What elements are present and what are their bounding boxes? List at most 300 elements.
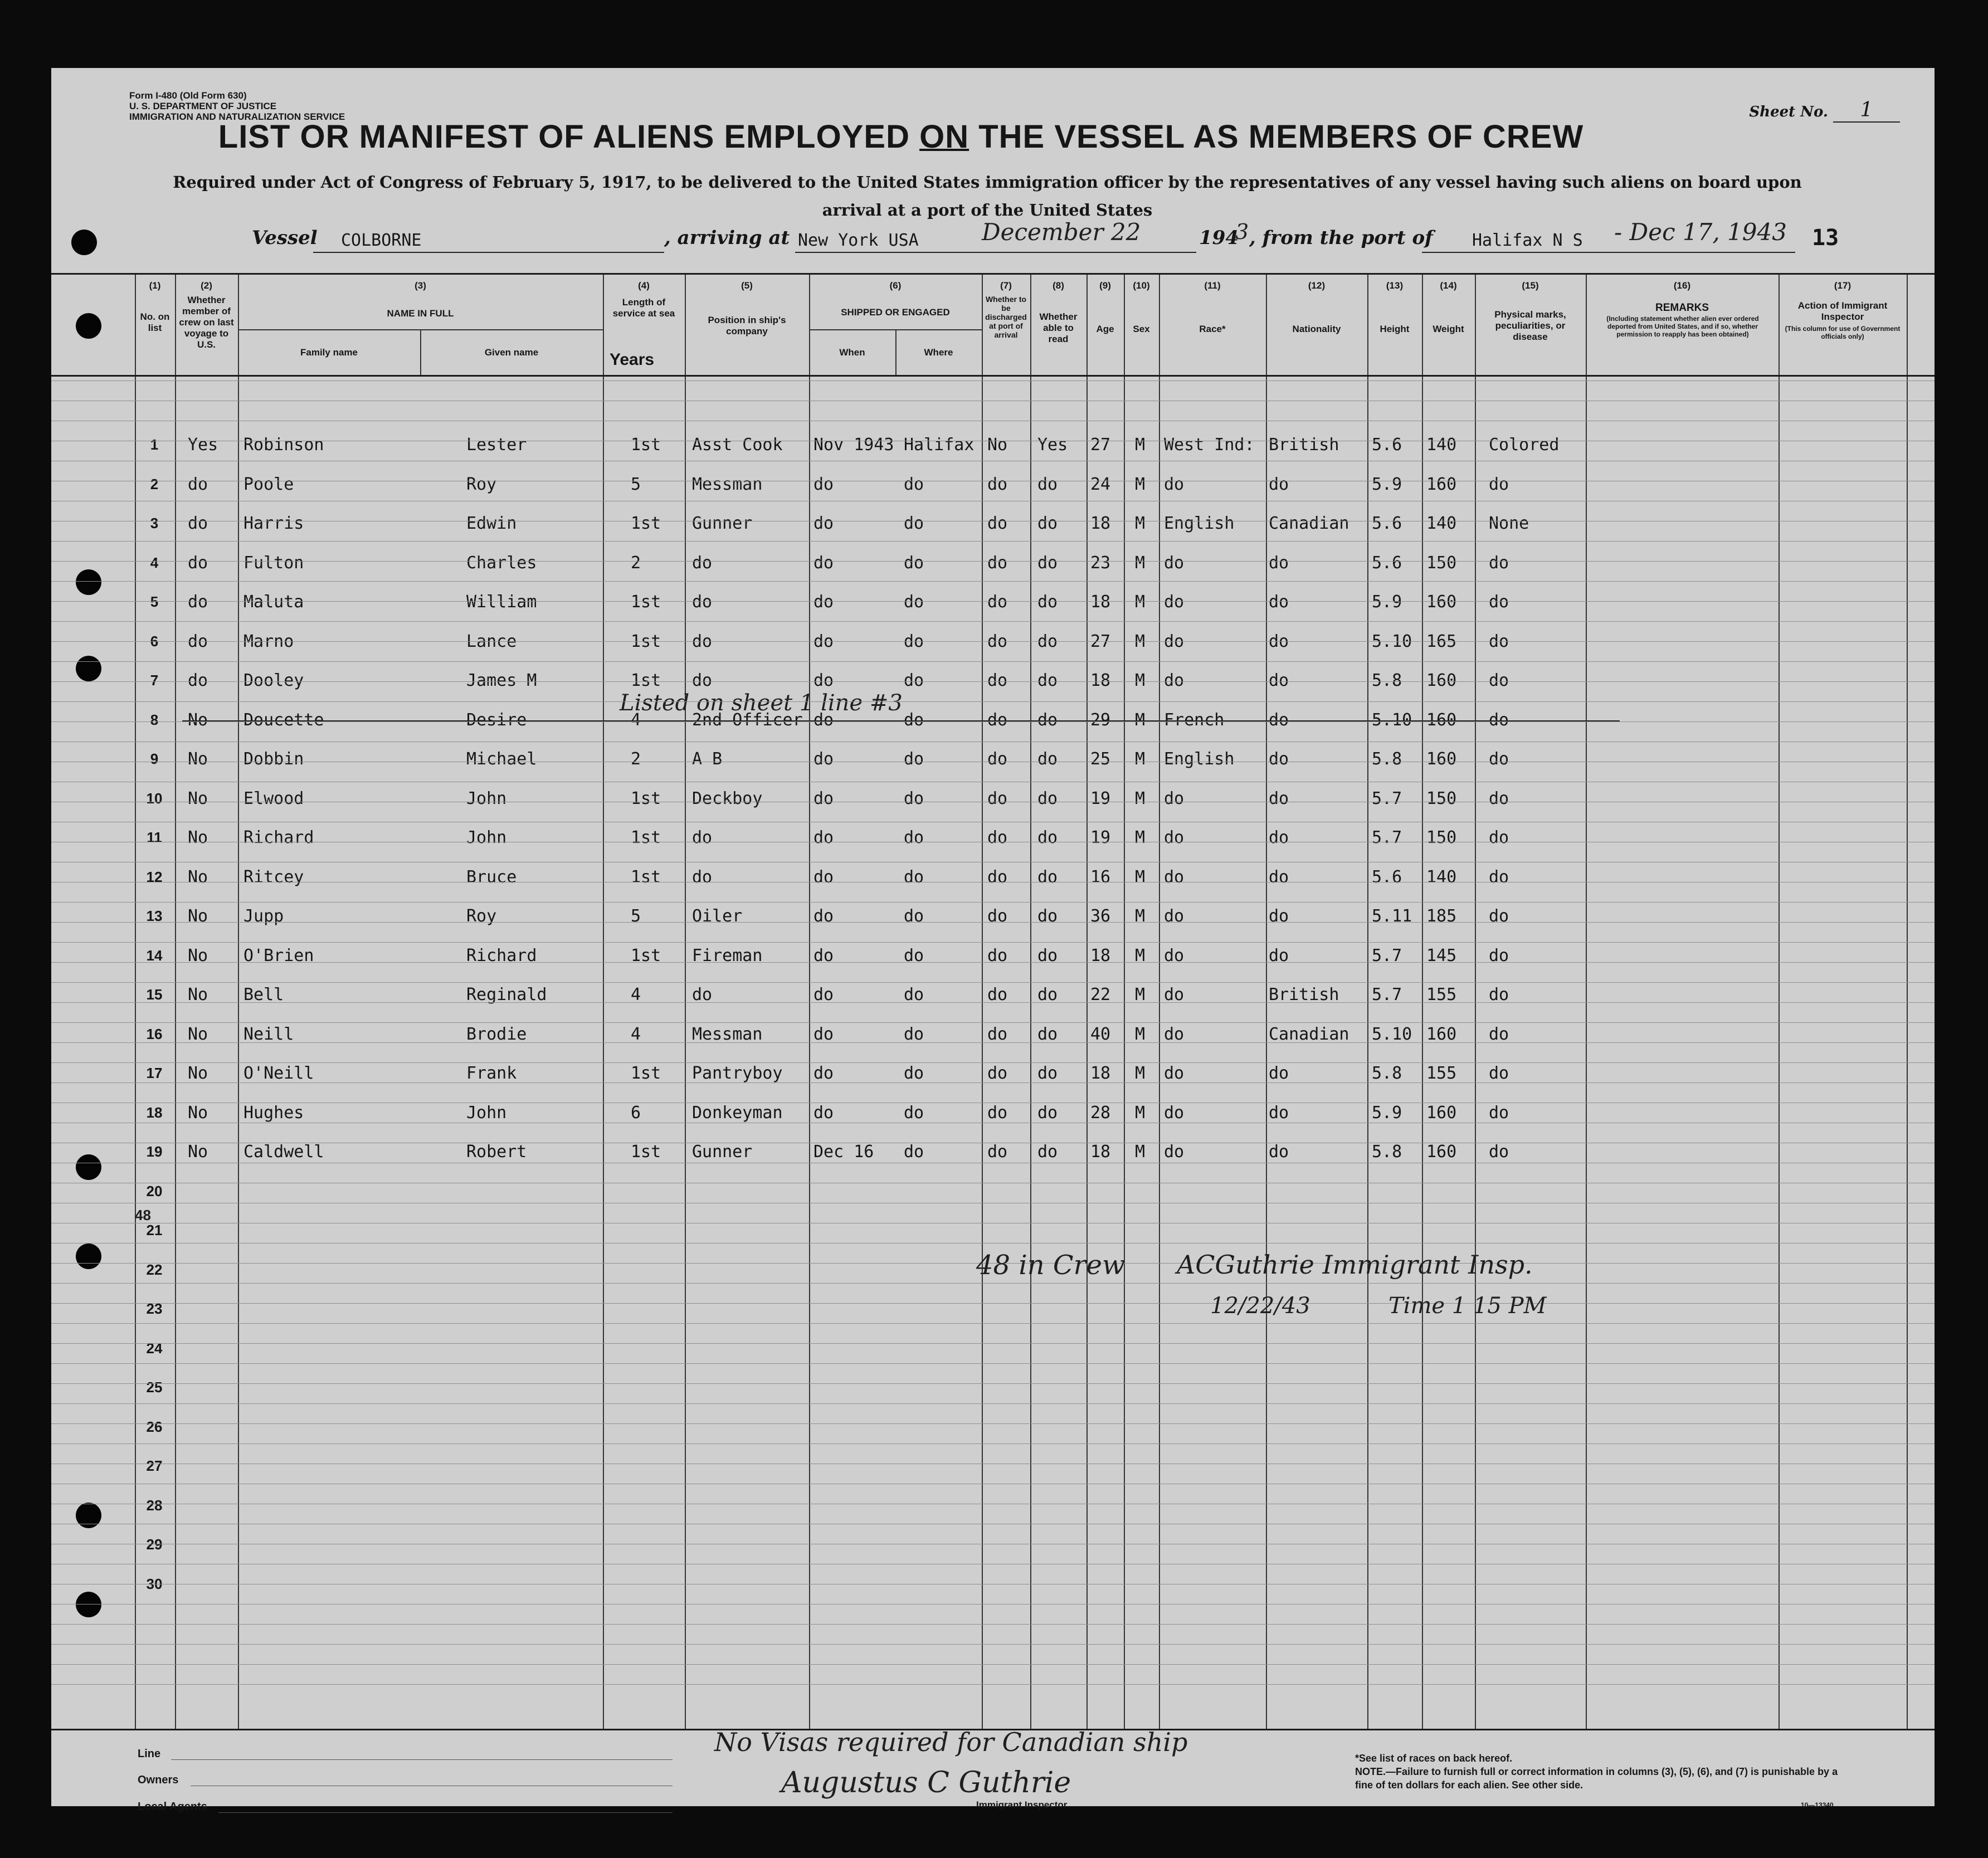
cell-read: do (1037, 474, 1058, 494)
form-identifier (129, 90, 345, 122)
cell-given: Edwin (466, 514, 517, 533)
line-number: 8 (150, 711, 159, 728)
empty-line-number: 20 (146, 1182, 163, 1199)
cell-height: 5.7 (1372, 828, 1402, 847)
cell-service: 1st (631, 867, 661, 887)
title-part-2: THE VESSEL AS MEMBERS OF CREW (969, 119, 1584, 155)
sheet-number (1749, 99, 1900, 123)
cell-family: Robinson (243, 435, 324, 455)
cell-given: Michael (466, 749, 537, 769)
cell-family: Maluta (243, 592, 304, 612)
grid-line (51, 1062, 1935, 1063)
grid-line (51, 681, 1935, 682)
cell-race: do (1164, 671, 1185, 690)
grid-line (51, 1283, 1935, 1284)
cell-position: do (692, 553, 713, 573)
cell-nationality: do (1269, 749, 1289, 769)
cell-when: do (813, 553, 834, 573)
cell-discharged: do (987, 514, 1008, 533)
grid-line (51, 1363, 1935, 1364)
cell-race: do (1164, 985, 1185, 1004)
cell-weight: 160 (1426, 1142, 1457, 1162)
cell-weight: 140 (1426, 867, 1457, 887)
cell-sex: M (1135, 1024, 1146, 1044)
cell-family: Bell (243, 985, 284, 1004)
line-number: 18 (146, 1104, 163, 1121)
cell-weight: 160 (1426, 592, 1457, 612)
cell-sex: M (1135, 553, 1146, 573)
cell-position: Messman (692, 474, 763, 494)
cell-marks: do (1489, 1024, 1509, 1044)
column-number: (10) (1133, 280, 1150, 291)
line-number: 12 (146, 868, 163, 885)
cell-when: do (813, 788, 834, 808)
column-header-read: Whether able to read (1039, 311, 1078, 344)
table-row (51, 504, 1935, 543)
cell-discharged: do (987, 553, 1008, 573)
cell-sex: M (1135, 906, 1146, 926)
line-number: 4 (150, 554, 159, 571)
column-number: (12) (1308, 280, 1326, 291)
cell-position: do (692, 828, 713, 847)
cell-prev: No (188, 1024, 208, 1044)
cell-weight: 150 (1426, 553, 1457, 573)
cell-age: 28 (1090, 1103, 1111, 1123)
arriving-port: New York USA (798, 231, 919, 250)
cell-nationality: British (1269, 435, 1339, 455)
column-header-family-name: Family name (300, 347, 358, 358)
cell-discharged: No (987, 435, 1008, 455)
cell-family: O'Brien (243, 945, 314, 965)
cell-weight: 160 (1426, 749, 1457, 769)
line-number: 2 (150, 475, 159, 492)
grid-line (51, 1403, 1935, 1404)
column-header-where: Where (924, 347, 953, 358)
column-header-physical-marks: Physical marks, peculiarities, or disease (1494, 309, 1566, 342)
cell-marks: do (1489, 945, 1509, 965)
column-number: (14) (1440, 280, 1457, 291)
cell-when: Dec 16 (813, 1142, 874, 1162)
line-label: Line (138, 1748, 161, 1760)
form-id-line: U. S. DEPARTMENT OF JUSTICE (129, 101, 277, 111)
cell-age: 18 (1090, 1142, 1111, 1162)
cell-age: 29 (1090, 710, 1111, 730)
cell-where: do (904, 553, 924, 573)
cell-given: William (466, 592, 537, 612)
cell-where: do (904, 906, 924, 926)
cell-where: do (904, 945, 924, 965)
cell-prev: do (188, 592, 208, 612)
cell-age: 24 (1090, 474, 1111, 494)
cell-race: French (1164, 710, 1225, 730)
cell-where: do (904, 710, 924, 730)
line-number: 13 (146, 908, 163, 924)
grid-line (51, 942, 1935, 943)
cell-height: 5.6 (1372, 435, 1402, 455)
cell-discharged: do (987, 945, 1008, 965)
cell-weight: 140 (1426, 435, 1457, 455)
cell-age: 18 (1090, 592, 1111, 612)
cell-family: Dooley (243, 671, 304, 690)
table-row (51, 425, 1935, 464)
cell-where: do (904, 788, 924, 808)
cell-where: Halifax (904, 435, 974, 455)
column-number: (16) (1673, 280, 1691, 291)
column-number: (13) (1386, 280, 1404, 291)
cell-read: do (1037, 1103, 1058, 1123)
cell-weight: 160 (1426, 671, 1457, 690)
cell-when: do (813, 906, 834, 926)
grid-line (51, 1303, 1935, 1304)
cell-service: 5 (631, 474, 641, 494)
cell-service: 4 (631, 1024, 641, 1044)
cell-race: do (1164, 592, 1185, 612)
arrival-date: December 22 (982, 218, 1141, 246)
grid-line (51, 1383, 1935, 1384)
cell-weight: 165 (1426, 631, 1457, 651)
cell-height: 5.7 (1372, 985, 1402, 1004)
column-header-discharged: Whether to be discharged at port of arrival (985, 295, 1027, 339)
cell-race: do (1164, 1103, 1185, 1123)
cell-race: English (1164, 514, 1235, 533)
cell-service: 1st (631, 788, 661, 808)
grid-line (51, 701, 1935, 702)
cell-marks: Colored (1489, 435, 1560, 455)
cell-marks: do (1489, 749, 1509, 769)
from-port-underline (1422, 252, 1795, 253)
line-number: 3 (150, 515, 159, 531)
cell-family: Poole (243, 474, 294, 494)
cell-weight: 160 (1426, 1024, 1457, 1044)
table-row (51, 465, 1935, 504)
column-number: (17) (1834, 280, 1851, 291)
form-id-line: IMMIGRATION AND NATURALIZATION SERVICE (129, 111, 345, 122)
cell-discharged: do (987, 1142, 1008, 1162)
cell-given: John (466, 828, 507, 847)
cell-prev: No (188, 1103, 208, 1123)
grid-line (51, 1323, 1935, 1324)
column-header-remarks-note: (Including statement whether alien ever ordered deported from United States, and if so, whether permission to reapply has been obtained) (1606, 315, 1759, 338)
cell-discharged: do (987, 1024, 1008, 1044)
cell-prev: No (188, 788, 208, 808)
cell-prev: No (188, 1064, 208, 1083)
cell-height: 5.10 (1372, 631, 1412, 651)
cell-sex: M (1135, 828, 1146, 847)
cell-age: 27 (1090, 435, 1111, 455)
cell-nationality: do (1269, 631, 1289, 651)
cell-where: do (904, 828, 924, 847)
cell-sex: M (1135, 631, 1146, 651)
line-number: 19 (146, 1143, 163, 1160)
cell-marks: do (1489, 1142, 1509, 1162)
cell-nationality: British (1269, 985, 1339, 1004)
grid-line (51, 1343, 1935, 1344)
cell-position: do (692, 867, 713, 887)
cell-nationality: Canadian (1269, 514, 1349, 533)
cell-height: 5.8 (1372, 749, 1402, 769)
cell-height: 5.7 (1372, 945, 1402, 965)
cell-marks: do (1489, 1064, 1509, 1083)
line-number: 17 (146, 1065, 163, 1081)
cell-service: 1st (631, 1064, 661, 1083)
arrival-year-prefix: 194 (1199, 227, 1239, 249)
cell-sex: M (1135, 985, 1146, 1004)
cell-service: 2 (631, 749, 641, 769)
cell-given: Roy (466, 474, 497, 494)
cell-discharged: do (987, 906, 1008, 926)
table-row (51, 690, 1935, 739)
cell-family: Dobbin (243, 749, 304, 769)
column-header-action: Action of Immigrant Inspector (1797, 300, 1888, 322)
cell-given: Lance (466, 631, 517, 651)
cell-height: 5.7 (1372, 788, 1402, 808)
cell-given: Frank (466, 1064, 517, 1083)
line-number: 16 (146, 1025, 163, 1042)
cell-race: do (1164, 828, 1185, 847)
cell-family: Doucette (243, 710, 324, 730)
cell-weight: 150 (1426, 828, 1457, 847)
inspector-label: Immigrant Inspector. (976, 1800, 1070, 1810)
table-row (51, 818, 1935, 857)
line-number: 10 (146, 789, 163, 807)
cell-when: do (813, 867, 834, 887)
cell-nationality: do (1269, 867, 1289, 887)
line-number: 9 (150, 750, 159, 767)
cell-where: do (904, 474, 924, 494)
cell-read: do (1037, 592, 1058, 612)
cell-when: do (813, 710, 834, 730)
cell-prev: do (188, 474, 208, 494)
line-number: 14 (146, 947, 163, 964)
crew-count-note: 48 in Crew (976, 1250, 1125, 1281)
cell-race: English (1164, 749, 1235, 769)
cell-given: Robert (466, 1142, 527, 1162)
grid-line (51, 962, 1935, 963)
grid-line (51, 1684, 1935, 1685)
cell-marks: do (1489, 710, 1509, 730)
cell-race: West Ind: (1164, 435, 1255, 455)
visa-note: No Visas required for Canadian ship (714, 1727, 1188, 1757)
column-header-position: Position in ship's company (708, 315, 786, 337)
cell-weight: 160 (1426, 474, 1457, 494)
cell-weight: 155 (1426, 985, 1457, 1004)
cell-sex: M (1135, 867, 1146, 887)
local-agents-label: Local Agents (138, 1801, 207, 1813)
cell-discharged: do (987, 1103, 1008, 1123)
cell-marks: do (1489, 671, 1509, 690)
cell-service: 1st (631, 435, 661, 455)
cell-service: 4 (631, 710, 641, 730)
cell-service: 2 (631, 553, 641, 573)
column-header-previous-voyage: Whether member of crew on last voyage to U.S. (179, 295, 234, 350)
cell-service: 1st (631, 671, 661, 690)
cell-nationality: do (1269, 553, 1289, 573)
cell-given: John (466, 1103, 507, 1123)
cell-discharged: do (987, 631, 1008, 651)
cell-sex: M (1135, 710, 1146, 730)
cell-position: do (692, 631, 713, 651)
column-header-height: Height (1380, 324, 1410, 334)
cell-marks: do (1489, 553, 1509, 573)
cell-nationality: do (1269, 474, 1289, 494)
cell-height: 5.10 (1372, 1024, 1412, 1044)
cell-position: Fireman (692, 945, 763, 965)
cell-nationality: do (1269, 710, 1289, 730)
cell-race: do (1164, 553, 1185, 573)
cell-sex: M (1135, 1064, 1146, 1083)
cell-discharged: do (987, 710, 1008, 730)
cell-sex: M (1135, 474, 1146, 494)
cell-given: James M (466, 671, 537, 690)
cell-service: 4 (631, 985, 641, 1004)
cell-where: do (904, 671, 924, 690)
column-header-remarks: REMARKS (1655, 302, 1709, 314)
cell-read: do (1037, 867, 1058, 887)
cell-marks: do (1489, 788, 1509, 808)
cell-discharged: do (987, 985, 1008, 1004)
cell-family: Jupp (243, 906, 284, 926)
grid-line (51, 1002, 1935, 1003)
crew-table (51, 273, 1935, 1730)
title-underlined-word: ON (919, 119, 969, 155)
cell-given: Bruce (466, 867, 517, 887)
cell-nationality: do (1269, 671, 1289, 690)
cell-age: 40 (1090, 1024, 1111, 1044)
cell-weight: 145 (1426, 945, 1457, 965)
grid-line (51, 982, 1935, 983)
cell-when: do (813, 1064, 834, 1083)
form-id-line: Form I-480 (Old Form 630) (129, 90, 247, 101)
column-number: (8) (1053, 280, 1064, 291)
cell-race: do (1164, 945, 1185, 965)
cell-prev: No (188, 906, 208, 926)
cell-service: 5 (631, 906, 641, 926)
cell-weight: 160 (1426, 1103, 1457, 1123)
cell-prev: No (188, 710, 208, 730)
cell-marks: do (1489, 474, 1509, 494)
cell-when: Nov 1943 (813, 435, 894, 455)
column-header-race: Race* (1199, 324, 1226, 334)
cell-where: do (904, 749, 924, 769)
cell-given: Richard (466, 945, 537, 965)
cell-sex: M (1135, 945, 1146, 965)
cell-age: 16 (1090, 867, 1111, 887)
cell-given: Reginald (466, 985, 547, 1004)
column-header-shipped: SHIPPED OR ENGAGED (841, 307, 950, 318)
manifest-sheet (51, 68, 1935, 1813)
cell-family: Marno (243, 631, 294, 651)
cell-position: Deckboy (692, 788, 763, 808)
cell-family: Caldwell (243, 1142, 324, 1162)
cell-when: do (813, 945, 834, 965)
cell-nationality: do (1269, 945, 1289, 965)
cell-prev: do (188, 553, 208, 573)
margin-crew-count: 48 (135, 1207, 151, 1223)
cell-position: Gunner (692, 1142, 753, 1162)
cell-read: do (1037, 1142, 1058, 1162)
cell-discharged: do (987, 867, 1008, 887)
cell-marks: do (1489, 1103, 1509, 1123)
cell-family: Richard (243, 828, 314, 847)
cell-race: do (1164, 631, 1185, 651)
cell-height: 5.8 (1372, 1142, 1402, 1162)
empty-line-number: 21 (146, 1222, 163, 1238)
cell-prev: No (188, 985, 208, 1004)
cell-when: do (813, 985, 834, 1004)
grid-line (51, 581, 1935, 582)
table-row (51, 779, 1935, 818)
vessel-underline (313, 252, 664, 253)
local-agents-underline (218, 1812, 673, 1813)
cell-age: 22 (1090, 985, 1111, 1004)
cell-service: 1st (631, 945, 661, 965)
empty-line-number: 22 (146, 1261, 163, 1278)
column-number: (15) (1522, 280, 1539, 291)
cell-read: do (1037, 828, 1058, 847)
cell-nationality: do (1269, 1142, 1289, 1162)
line-number: 11 (147, 829, 162, 846)
cell-position: do (692, 985, 713, 1004)
cell-nationality: do (1269, 1103, 1289, 1123)
cell-weight: 140 (1426, 514, 1457, 533)
cell-read: do (1037, 749, 1058, 769)
cell-where: do (904, 592, 924, 612)
cell-position: do (692, 592, 713, 612)
cell-read: do (1037, 710, 1058, 730)
cell-age: 27 (1090, 631, 1111, 651)
table-row (51, 1132, 1935, 1171)
grid-line (51, 902, 1935, 903)
margin-page-number: 13 (1812, 225, 1839, 251)
column-number: (1) (149, 280, 161, 291)
empty-line-number: 26 (146, 1418, 163, 1435)
cell-marks: do (1489, 985, 1509, 1004)
grid-line (51, 1082, 1935, 1083)
column-header-nationality: Nationality (1292, 324, 1341, 334)
empty-line-number: 25 (146, 1379, 163, 1396)
cell-age: 36 (1090, 906, 1111, 926)
cell-height: 5.9 (1372, 592, 1402, 612)
cell-nationality: do (1269, 592, 1289, 612)
from-port-label: , from the port of (1249, 227, 1433, 249)
cell-when: do (813, 514, 834, 533)
cell-prev: No (188, 1142, 208, 1162)
grid-line (51, 922, 1935, 923)
column-header-weight: Weight (1432, 324, 1464, 334)
cell-position: Gunner (692, 514, 753, 533)
cell-weight: 160 (1426, 710, 1457, 730)
cell-given: Roy (466, 906, 497, 926)
cell-race: do (1164, 1024, 1185, 1044)
cell-family: O'Neill (243, 1064, 314, 1083)
cell-height: 5.11 (1372, 906, 1412, 926)
page-title (51, 118, 1751, 155)
sheet-number-value: 1 (1833, 99, 1900, 123)
cell-given: Lester (466, 435, 527, 455)
cell-sex: M (1135, 788, 1146, 808)
cell-where: do (904, 1024, 924, 1044)
title-part-1: LIST OR MANIFEST OF ALIENS EMPLOYED (218, 119, 920, 155)
grid-line (51, 1664, 1935, 1665)
cell-when: do (813, 592, 834, 612)
grid-line (51, 721, 1935, 722)
from-port: Halifax N S (1472, 231, 1583, 250)
cell-nationality: Canadian (1269, 1024, 1349, 1044)
cell-service: 1st (631, 1142, 661, 1162)
line-number: 6 (150, 632, 159, 650)
owners-label: Owners (138, 1774, 179, 1786)
column-header-name: NAME IN FULL (387, 308, 454, 319)
